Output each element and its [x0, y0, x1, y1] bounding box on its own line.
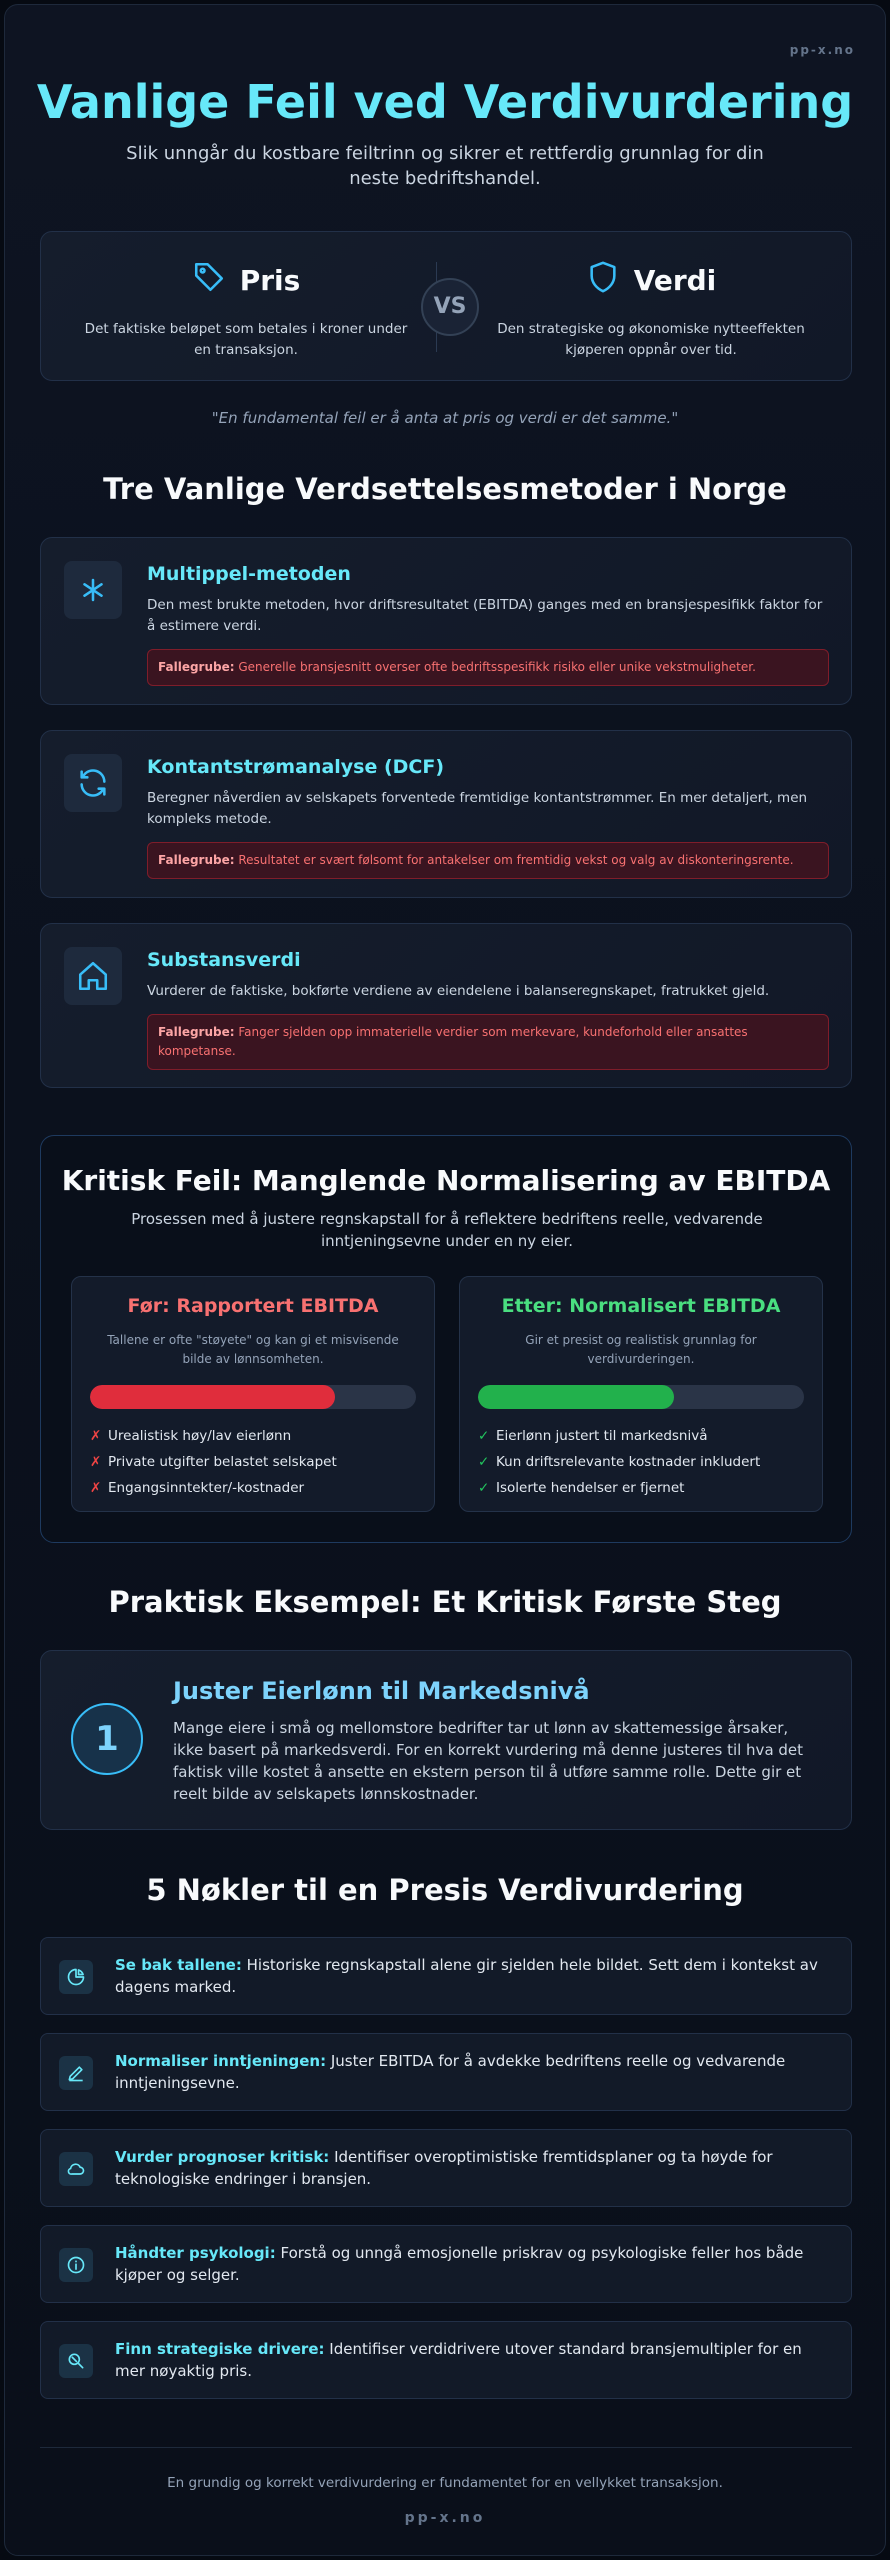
methods-section-title: Tre Vanlige Verdsettelsesmetoder i Norge — [103, 472, 787, 506]
brand-top: pp-x.no — [789, 43, 855, 57]
key-text: Identifiser overoptimistiske fremtidsplaner og ta høyde for teknologiske endringer i bransjen. — [115, 2148, 773, 2188]
before-bar-fill — [90, 1385, 335, 1409]
key-card — [40, 1937, 852, 2015]
cross-icon: ✗ — [90, 1454, 102, 1470]
key-label: Vurder prognoser kritisk: — [115, 2148, 330, 2166]
before-bar — [90, 1385, 416, 1409]
list-item — [478, 1449, 822, 1475]
infographic-page — [4, 4, 886, 2556]
pitfall-label: Fallegrube: — [158, 660, 235, 674]
list-item-text: Eierlønn justert til markedsnivå — [496, 1428, 708, 1444]
pitfall-box — [147, 842, 829, 879]
info-icon — [59, 2248, 93, 2282]
after-description: Gir et presist og realistisk grunnlag for verdivurderingen. — [525, 1333, 757, 1366]
page-subtitle: Slik unngår du kostbare feiltrinn og sikrer et rettferdig grunnlag for din neste bedriftshandel. — [126, 143, 764, 189]
method-description: Den mest brukte metoden, hvor driftsresultatet (EBITDA) ganges med en bransjespesifikk faktor for å estimere verdi. — [147, 597, 823, 634]
key-text: Identifiser verdidrivere utover standard bransjemultipler for en mer nøyaktig pris. — [115, 2340, 802, 2380]
footer-divider — [40, 2447, 852, 2448]
key-text: Juster EBITDA for å avdekke bedriftens reelle og vedvarende inntjeningsevne. — [115, 2052, 786, 2092]
list-item — [90, 1449, 434, 1475]
method-card-substance — [40, 923, 852, 1088]
after-bar-fill — [478, 1385, 674, 1409]
key-card — [40, 2129, 852, 2207]
list-item — [90, 1475, 434, 1501]
pitfall-box — [147, 649, 829, 686]
value-description: Den strategiske og økonomiske nytteeffekten kjøperen oppnår over tid. — [497, 321, 805, 358]
method-title: Kontantstrømanalyse (DCF) — [147, 756, 445, 778]
before-description: Tallene er ofte "støyete" og kan gi et misvisende bilde av lønnsomheten. — [107, 1333, 399, 1366]
example-card — [40, 1650, 852, 1830]
search-icon — [59, 2344, 93, 2378]
pie-chart-icon — [59, 1960, 93, 1994]
pitfall-label: Fallegrube: — [158, 853, 235, 867]
example-title: Juster Eierlønn til Markedsnivå — [173, 1677, 590, 1705]
price-description: Det faktiske beløpet som betales i kroner under en transaksjon. — [84, 321, 408, 358]
method-title: Multippel-metoden — [147, 563, 351, 585]
example-description: Mange eiere i små og mellomstore bedrifter tar ut lønn av skattemessige årsaker, ikke basert på markedsverdi. For en korrekt vurdering må denne justeres til hva det faktisk ville kostet å ansette en ekstern person til å utføre samme rolle. Dette gir et reelt bilde av selskapets lønnskostnader. — [173, 1719, 804, 1803]
method-description: Beregner nåverdien av selskapets forventede fremtidige kontantstrømmer. En mer detaljert, men kompleks metode. — [147, 790, 808, 827]
price-title: Pris — [239, 264, 301, 297]
footer-text: En grundig og korrekt verdivurdering er fundamentet for en vellykket transaksjon. — [167, 2475, 723, 2491]
key-label: Finn strategiske drivere: — [115, 2340, 325, 2358]
key-card — [40, 2321, 852, 2399]
list-item — [478, 1475, 822, 1501]
method-description: Vurderer de faktiske, bokførte verdiene av eiendelene i balanseregnskapet, fratrukket gjeld. — [147, 983, 770, 999]
vs-badge: VS — [421, 278, 479, 336]
method-title: Substansverdi — [147, 949, 301, 971]
key-card — [40, 2225, 852, 2303]
cross-icon: ✗ — [90, 1480, 102, 1496]
pitfall-box — [147, 1014, 829, 1070]
price-vs-value-card — [40, 231, 852, 381]
key-label: Se bak tallene: — [115, 1956, 242, 1974]
multiply-icon — [64, 561, 122, 619]
check-icon: ✓ — [478, 1480, 490, 1496]
pencil-icon — [59, 2056, 93, 2090]
example-section-title: Praktisk Eksempel: Et Kritisk Første Steg — [108, 1585, 782, 1619]
page-title: Vanlige Feil ved Verdivurdering — [36, 75, 854, 129]
before-title: Før: Rapportert EBITDA — [127, 1295, 379, 1317]
method-card-dcf — [40, 730, 852, 898]
quote: "En fundamental feil er å anta at pris og verdi er det samme." — [211, 409, 679, 427]
key-label: Normaliser inntjeningen: — [115, 2052, 327, 2070]
list-item-text: Isolerte hendelser er fjernet — [496, 1480, 685, 1496]
ebitda-subtitle: Prosessen med å justere regnskapstall for å reflektere bedriftens reelle, vedvarende inntjeningsevne under en ny eier. — [131, 1210, 763, 1250]
step-number: 1 — [71, 1703, 143, 1775]
check-icon: ✓ — [478, 1428, 490, 1444]
pitfall-text: Fanger sjelden opp immaterielle verdier som merkevare, kundeforhold eller ansattes kompetanse. — [158, 1025, 748, 1058]
before-panel — [71, 1276, 435, 1512]
after-title: Etter: Normalisert EBITDA — [501, 1295, 781, 1317]
list-item-text: Private utgifter belastet selskapet — [108, 1454, 337, 1470]
tag-icon — [192, 260, 226, 301]
list-item-text: Kun driftsrelevante kostnader inkludert — [496, 1454, 761, 1470]
after-panel — [459, 1276, 823, 1512]
check-icon: ✓ — [478, 1454, 490, 1470]
list-item-text: Urealistisk høy/lav eierlønn — [108, 1428, 292, 1444]
pitfall-text: Generelle bransjesnitt overser ofte bedriftsspesifikk risiko eller unike vekstmuligheter. — [238, 660, 756, 674]
key-text: Historiske regnskapstall alene gir sjelden hele bildet. Sett dem i kontekst av dagens marked. — [115, 1956, 818, 1996]
key-card — [40, 2033, 852, 2111]
cross-icon: ✗ — [90, 1428, 102, 1444]
ebitda-section — [40, 1135, 852, 1543]
list-item — [478, 1423, 822, 1449]
ebitda-title: Kritisk Feil: Manglende Normalisering av EBITDA — [61, 1164, 831, 1197]
footer-brand: pp-x.no — [404, 2510, 486, 2526]
home-icon — [64, 947, 122, 1005]
cloud-icon — [59, 2152, 93, 2186]
keys-section-title: 5 Nøkler til en Presis Verdivurdering — [146, 1873, 744, 1907]
shield-icon — [586, 260, 620, 301]
list-item — [90, 1423, 434, 1449]
refresh-icon — [64, 754, 122, 812]
list-item-text: Engangsinntekter/-kostnader — [108, 1480, 305, 1496]
key-text: Forstå og unngå emosjonelle priskrav og psykologiske feller hos både kjøper og selger. — [115, 2244, 804, 2284]
key-label: Håndter psykologi: — [115, 2244, 276, 2262]
value-title: Verdi — [633, 264, 717, 297]
method-card-multiple — [40, 537, 852, 705]
value-column — [481, 232, 821, 361]
after-bar — [478, 1385, 804, 1409]
price-column — [76, 232, 416, 361]
pitfall-text: Resultatet er svært følsomt for antakelser om fremtidig vekst og valg av diskonteringsrente. — [238, 853, 794, 867]
pitfall-label: Fallegrube: — [158, 1025, 235, 1039]
